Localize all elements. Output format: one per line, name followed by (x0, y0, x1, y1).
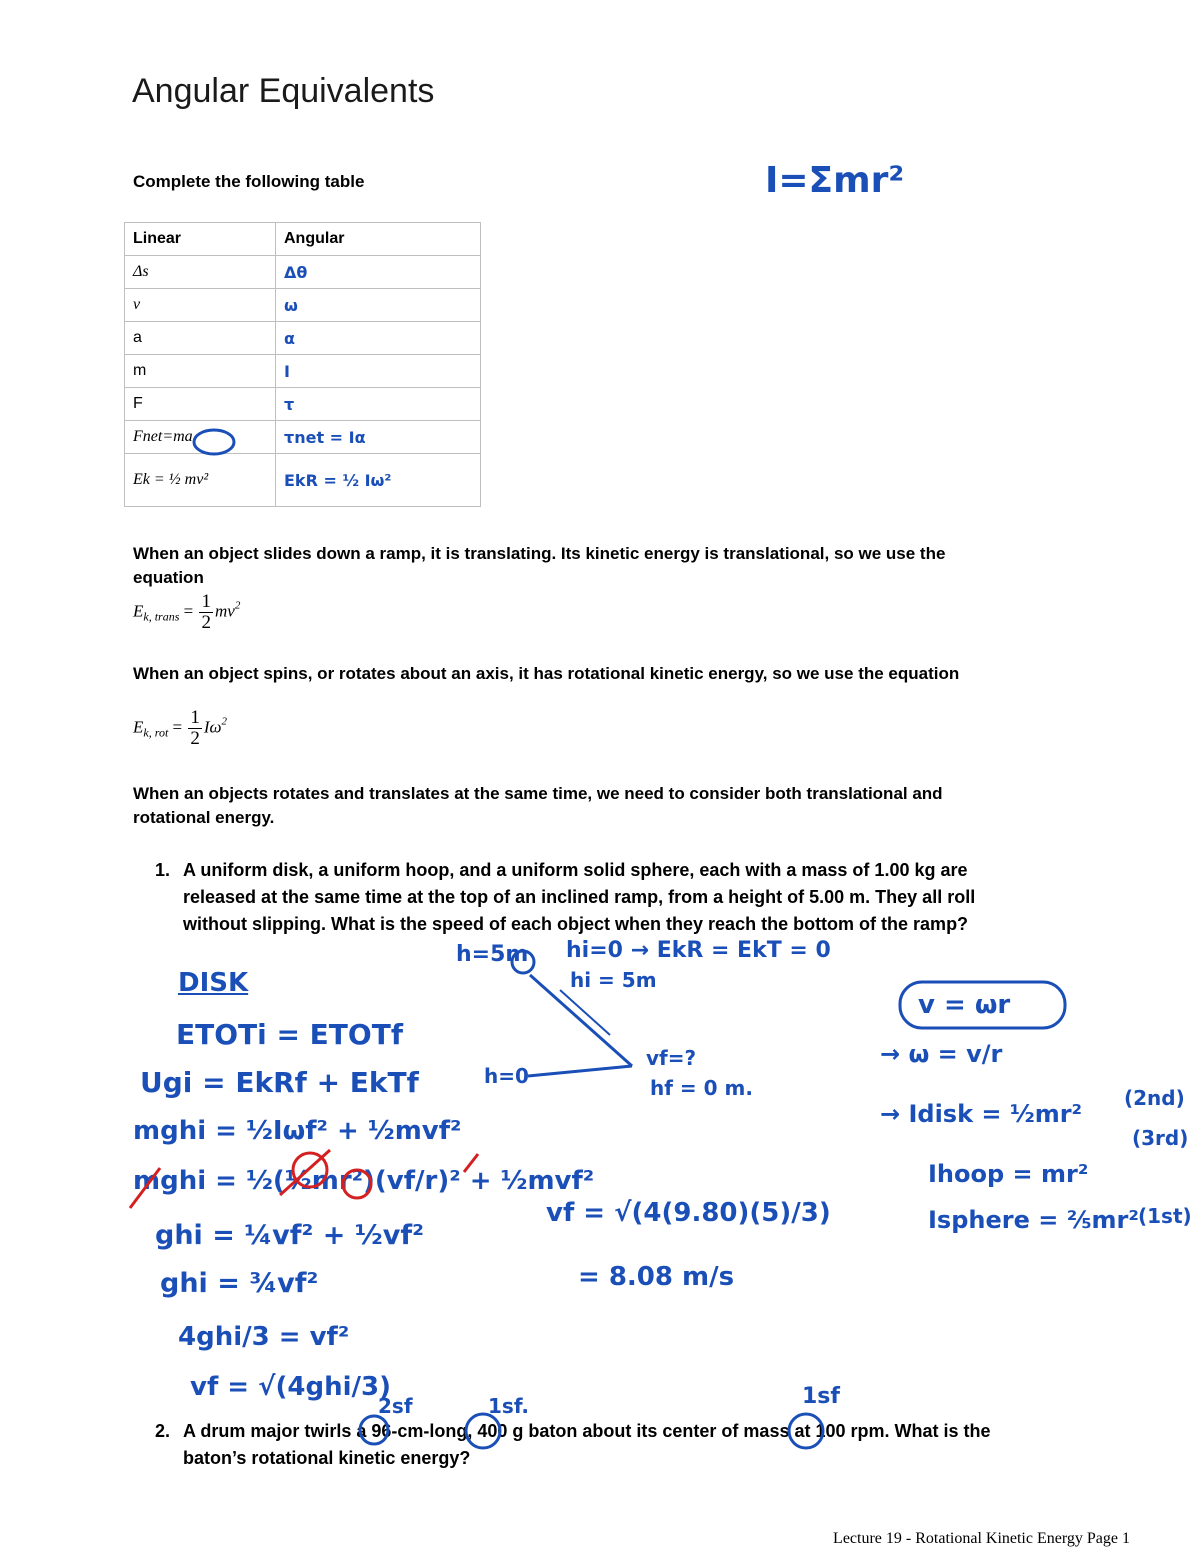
eq-rhs: mv (214, 601, 235, 621)
work-line-4: mghi = ½(½mr²)(vf/r)² + ½mvf² (133, 1166, 595, 1196)
angular-cell: τnet = Iα (276, 421, 481, 454)
vf-result: = 8.08 m/s (578, 1262, 735, 1292)
circle-mark (789, 1414, 823, 1448)
question-text: A uniform disk, a uniform hoop, and a uniform solid sphere, each with a mass of 1.00 kg are released at the same time at the top of an inclined ramp, from a height of 5.00 m. They all roll without slipping. What is the speed of each object when they reach the bottom of the ramp? (183, 860, 976, 934)
work-line-1: ETOTi = ETOTf (176, 1018, 403, 1051)
vf-expression: vf = √(4(9.80)(5)/3) (546, 1198, 831, 1228)
linear-cell: Ek = ½ mv² (125, 454, 276, 507)
inertia-definition: I=Σmr² (765, 160, 905, 201)
eq-equals: = (183, 601, 194, 621)
sig-fig-note-2: 1sf. (488, 1394, 530, 1418)
work-line-2: Ugi = EkRf + EkTf (140, 1066, 419, 1099)
eq-den: 2 (190, 728, 200, 749)
eq-sq: 2 (234, 599, 241, 612)
rank-hoop: (3rd) (1132, 1126, 1189, 1150)
inertia-sphere: Isphere = ⅖mr² (928, 1206, 1139, 1234)
paragraph-both: When an objects rotates and translates at the same time, we need to consider both translational and rotational energy. (133, 784, 943, 827)
angular-cell: ω (276, 289, 481, 322)
highlight-box (900, 982, 1065, 1028)
inertia-hoop: Ihoop = mr² (928, 1160, 1089, 1188)
ramp-final-height: hf = 0 m. (650, 1076, 753, 1100)
ramp-incline (530, 975, 632, 1066)
work-line-3: mghi = ½Iωf² + ½mvf² (133, 1116, 462, 1146)
angular-cell: τ (276, 388, 481, 421)
rank-sphere: (1st) (1138, 1204, 1192, 1228)
circle-mark (194, 430, 234, 454)
linear-cell: F (125, 388, 276, 421)
cancel-circle (343, 1170, 371, 1198)
ramp-height: h=5m (456, 942, 529, 967)
question-text: A drum major twirls a 96-cm-long, 400 g baton about its center of mass at 100 rpm. What is the baton’s rotational kinetic energy? (183, 1421, 991, 1468)
disk-label: DISK (178, 968, 249, 998)
ramp-arrow (560, 990, 610, 1035)
header-linear: Linear (125, 223, 276, 256)
ramp-object-circle (512, 951, 534, 973)
eq-sub: k, rot (143, 725, 169, 740)
paragraph-translating: When an object slides down a ramp, it is translating. Its kinetic energy is translational, so we use the equation (133, 544, 946, 587)
eq-e: E (133, 717, 144, 737)
circle-mark (466, 1414, 500, 1448)
eq-num: 1 (201, 591, 211, 612)
instruction: Complete the following table (133, 172, 365, 191)
inertia-disk: → Idisk = ½mr² (880, 1100, 1083, 1128)
question-number: 1. (155, 860, 171, 880)
angular-cell: EkR = ½ Iω² (276, 454, 481, 507)
linear-cell: Fnet=ma (125, 421, 276, 454)
question-number: 2. (155, 1421, 171, 1441)
work-line-8: vf = √(4ghi/3) (190, 1372, 391, 1402)
linear-cell: Δs (125, 256, 276, 289)
work-line-6: ghi = ¾vf² (160, 1268, 319, 1299)
cancel-mark (130, 1168, 160, 1208)
angular-cell: α (276, 322, 481, 355)
rank-disk: (2nd) (1124, 1086, 1185, 1110)
eq-sq: 2 (221, 715, 228, 728)
sig-fig-note-1: 2sf (378, 1394, 413, 1418)
cancel-mark (464, 1154, 478, 1172)
circle-mark (360, 1416, 388, 1444)
angular-cell: Δθ (276, 256, 481, 289)
linear-cell: m (125, 355, 276, 388)
eq-e: E (133, 601, 144, 621)
page-title: Angular Equivalents (132, 72, 435, 110)
eq-equals: = (172, 717, 183, 737)
eq-rhs: Iω (203, 717, 222, 737)
ramp-final-speed: vf=? (646, 1046, 697, 1070)
work-line-7: 4ghi/3 = vf² (178, 1322, 350, 1352)
linear-cell: a (125, 322, 276, 355)
relation-v-wr: v = ωr (918, 990, 1011, 1020)
linear-cell: v (125, 289, 276, 322)
eq-num: 1 (190, 707, 200, 728)
sig-fig-note-3: 1sf (802, 1384, 840, 1409)
ramp-base (528, 1066, 632, 1076)
ramp-bottom-height: h=0 (484, 1064, 529, 1088)
angular-cell: I (276, 355, 481, 388)
page-footer: Lecture 19 - Rotational Kinetic Energy Page 1 (833, 1530, 1130, 1547)
ramp-note-2: hi = 5m (570, 968, 657, 992)
eq-den: 2 (201, 612, 211, 633)
relation-w-vr: → ω = v/r (880, 1040, 1003, 1068)
paragraph-rotating: When an object spins, or rotates about an axis, it has rotational kinetic energy, so we use the equation (133, 664, 960, 683)
header-angular: Angular (276, 223, 481, 256)
work-line-5: ghi = ¼vf² + ½vf² (155, 1220, 424, 1251)
ramp-note-1: hi=0 → EkR = EkT = 0 (566, 938, 831, 963)
eq-sub: k, trans (143, 609, 180, 624)
